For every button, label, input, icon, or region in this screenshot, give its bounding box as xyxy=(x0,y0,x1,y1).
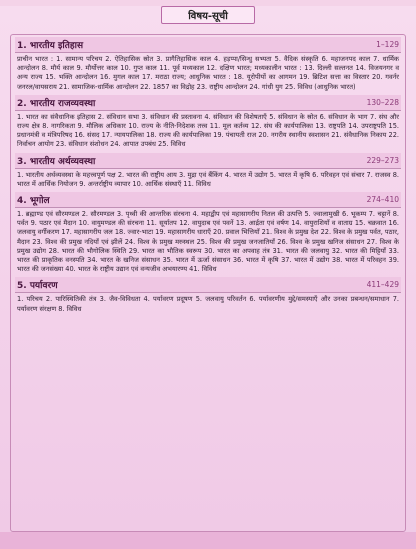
section-geography xyxy=(15,192,401,274)
section-title: 3. भारतीय अर्थव्यवस्था xyxy=(17,156,96,167)
contents-frame xyxy=(10,34,406,532)
section-pages: 274–410 xyxy=(366,195,399,205)
section-topics: 1. भारत का संवैधानिक इतिहास 2. संविधान सभा 3. संविधान की प्रस्तावना 4. संविधान की विशेषताएँ 5. संविधान के स्रोत 6. संविधान के भाग 7. संघ और राज्य क्षेत्र 8. नागरिकता 9. मौलिक अधिकार 10. राज्य के नीति-निदेशक तत्त्व 11. मूल कर्तव्य 12. संघ की कार्यपालिका 13. राष्ट्रपति 14. उपराष्ट्रपति 15. प्रधानमंत्री व मंत्रिपरिषद 16. संसद 17. न्यायपालिका 18. राज्य की कार्यपालिका 19. पंचायती राज 20. नगरीय स्थानीय स्वशासन 21. संवैधानिक निकाय 22. निर्वाचन आयोग 23. संविधान संशोधन 24. आपात उपबंध 25. विविध xyxy=(17,112,399,149)
section-topics: 1. परिचय 2. पारिस्थितिकी तंत्र 3. जैव-विविधता 4. पर्यावरण प्रदूषण 5. जलवायु परिवर्तन 6. पर्यावरणीय मुद्दे/समस्याएँ और उनका प्रबन्धन/समाधान 7. पर्यावरण संरक्षण 8. विविध xyxy=(17,295,399,313)
page-title: विषय-सूची xyxy=(188,11,228,22)
contents-page xyxy=(0,6,416,549)
section-title: 4. भूगोल xyxy=(17,196,50,207)
section-header xyxy=(15,95,401,111)
section-pages: 130–228 xyxy=(366,97,399,107)
section-topics: प्राचीन भारत : 1. सामान्य परिचय 2. ऐतिहासिक स्रोत 3. प्रागैतिहासिक काल 4. हड़प्पा/सिन्धु सभ्यता 5. वैदिक संस्कृति 6. महाजनपद काल 7. धार्मिक आन्दोलन 8. मौर्य काल 9. मौर्योत्तर काल 10. गुप्त काल 11. पूर्व मध्यकाल 12. दक्षिण भारत; मध्यकालीन भारत : 13. दिल्ली सल्तनत 14. विजयनगर व अन्य राज्य 15. भक्ति आन्दोलन 16. मुगल काल 17. मराठा राज्य; आधुनिक भारत : 18. यूरोपीयों का आगमन 19. ब्रिटिश सत्ता का विस्तार 20. गवर्नर जनरल/वायसराय 21. सामाजिक-धार्मिक आन्दोलन 22. 1857 का विद्रोह 23. राष्ट्रीय आन्दोलन 24. गांधी युग 25. विविध (आधुनिक भारत) xyxy=(17,55,399,91)
section-pages: 411–429 xyxy=(366,280,399,290)
bottom-strip xyxy=(0,532,416,549)
section-header xyxy=(15,37,401,53)
section-title: 5. पर्यावरण xyxy=(17,281,58,292)
section-title: 2. भारतीय राजव्यवस्था xyxy=(17,98,96,109)
section-topics: 1. ब्रह्माण्ड एवं सौरमण्डल 2. सौरमण्डल 3. पृथ्वी की आन्तरिक संरचना 4. महाद्वीप एवं महासागरीय नितल की उत्पत्ति 5. ज्वालामुखी 6. भूकम्प 7. चट्टानें 8. पर्वत 9. पठार एवं मैदान 10. वायुमण्डल की संरचना 11. सूर्यातप 12. वायुदाब एवं पवनें 13. आर्द्रता एवं वर्षण 14. वायुराशियाँ व वाताग्र 15. चक्रवात 16. जलवायु वर्गीकरण 17. महासागरीय जल 18. ज्वार-भाटा 19. महासागरीय धाराएँ 20. प्रवाल भित्तियाँ 21. विश्व के प्रमुख देश 22. विश्व के प्रमुख पर्वत, पठार, मैदान 23. विश्व की प्रमुख नदियाँ एवं झीलें 24. विश्व के प्रमुख मरुस्थल 25. विश्व की प्रमुख जनजातियाँ 26. विश्व के प्रमुख खनिज संसाधन 27. विश्व के प्रमुख उद्योग 28. भारत की भौगोलिक स्थिति 29. भारत का भौतिक स्वरूप 30. भारत का अपवाह तंत्र 31. भारत की जलवायु 32. भारत की मिट्टियाँ 33. भारत की प्राकृतिक वनस्पति 34. भारत के खनिज संसाधन 35. भारत में ऊर्जा संसाधन 36. भारत में कृषि 37. भारत में उद्योग 38. भारत में परिवहन 39. भारत की जनसंख्या 40. भारत के राष्ट्रीय उद्यान एवं वन्यजीव अभयारण्य 41. विविध xyxy=(17,210,399,274)
section-history xyxy=(15,37,401,92)
section-header xyxy=(15,153,401,169)
section-pages: 1–129 xyxy=(376,40,399,49)
section-pages: 229–273 xyxy=(366,155,399,165)
page-title-box xyxy=(161,6,255,24)
section-topics: 1. भारतीय अर्थव्यवस्था के महत्त्वपूर्ण पक्ष 2. भारत की राष्ट्रीय आय 3. मुद्रा एवं बैंकिंग 4. भारत में उद्योग 5. भारत में कृषि 6. परिवहन एवं संचार 7. राजस्व 8. भारत में आर्थिक नियोजन 9. अन्तर्राष्ट्रीय व्यापार 10. आर्थिक संस्थाएँ 11. विविध xyxy=(17,170,399,188)
section-environment xyxy=(15,277,401,313)
section-polity xyxy=(15,95,401,150)
section-title: 1. भारतीय इतिहास xyxy=(17,41,84,51)
section-header xyxy=(15,192,401,208)
section-economy xyxy=(15,153,401,189)
section-header xyxy=(15,277,401,293)
